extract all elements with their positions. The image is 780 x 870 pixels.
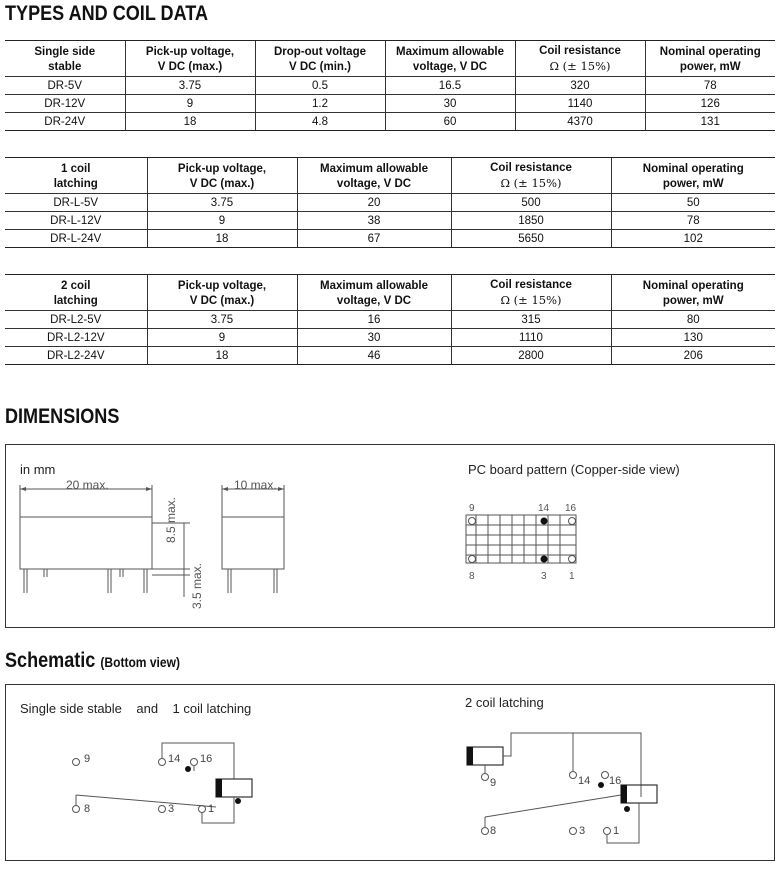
unit-label: in mm <box>20 462 56 477</box>
table-cell: 130 <box>611 329 775 347</box>
one-coil-latching-label: 1 coil latching <box>172 701 252 716</box>
relay-side-view-drawing <box>16 477 216 617</box>
header-line: Coil resistance <box>490 162 572 174</box>
header-line: V DC (min.) <box>289 60 351 73</box>
sch-right-pin-9: 9 <box>490 777 497 789</box>
header-col-5 <box>645 41 775 77</box>
header-line: Nominal operating <box>642 279 744 292</box>
table-row <box>5 230 775 248</box>
sch-left-pin-1: 1 <box>208 803 215 815</box>
table-row <box>5 95 775 113</box>
header-line: 2 coil <box>61 279 91 292</box>
header-col-2 <box>255 41 385 77</box>
header-line: V DC (max.) <box>157 60 223 73</box>
header-line: Nominal operating <box>659 45 761 58</box>
table-cell: DR-L2-24V <box>5 347 147 365</box>
dimensions-heading: DIMENSIONS <box>5 405 120 428</box>
table-row <box>5 77 775 95</box>
header-col-1 <box>147 275 297 311</box>
header-line: power, mW <box>662 294 724 307</box>
table-row <box>5 311 775 329</box>
header-col-0 <box>5 41 125 77</box>
header-line: Single side <box>34 45 96 58</box>
schematic-heading <box>5 649 180 673</box>
table-cell: 126 <box>645 95 775 113</box>
header-line: V DC (max.) <box>189 177 255 190</box>
width-dimension-label: 20 max. <box>66 478 109 492</box>
table-cell: DR-24V <box>5 113 125 131</box>
table-cell: 320 <box>515 77 645 95</box>
schematic-title: Schematic <box>5 649 96 672</box>
header-col-3 <box>451 158 611 194</box>
pcb-pattern-drawing <box>462 503 582 583</box>
schematic-subtitle: (Bottom view) <box>100 654 180 670</box>
header-line: Drop-out voltage <box>274 45 366 58</box>
table-cell: 5650 <box>451 230 611 248</box>
table-cell: 1.2 <box>255 95 385 113</box>
single-side-stable-table <box>5 40 775 131</box>
table-cell: 206 <box>611 347 775 365</box>
pcb-pin-16: 16 <box>565 503 577 514</box>
header-col-2 <box>297 158 451 194</box>
table-cell: 9 <box>125 95 255 113</box>
table-cell: 20 <box>297 194 451 212</box>
header-line: Maximum allowable <box>319 162 428 175</box>
table-cell: DR-L-5V <box>5 194 147 212</box>
two-coil-latching-table <box>5 274 775 365</box>
table-cell: 500 <box>451 194 611 212</box>
table-cell: 18 <box>125 113 255 131</box>
header-line: Maximum allowable <box>395 45 504 58</box>
table-cell: 38 <box>297 212 451 230</box>
header-line: latching <box>53 177 98 190</box>
table-cell: 102 <box>611 230 775 248</box>
header-line: Pick-up voltage, <box>145 45 235 58</box>
table-cell: 16.5 <box>385 77 515 95</box>
table-row <box>5 113 775 131</box>
table-cell: DR-L2-12V <box>5 329 147 347</box>
pcb-pattern-title: PC board pattern (Copper-side view) <box>468 462 680 477</box>
header-line: Ω (± 15%) <box>500 293 562 307</box>
two-coil-latching-label: 2 coil latching <box>465 695 544 710</box>
table-cell: DR-L-24V <box>5 230 147 248</box>
header-col-4 <box>611 275 775 311</box>
table-row <box>5 347 775 365</box>
table-cell: 67 <box>297 230 451 248</box>
relay-end-view-drawing <box>218 477 298 617</box>
schematic-panel <box>5 684 775 861</box>
table-cell: 4370 <box>515 113 645 131</box>
header-line: power, mW <box>662 177 724 190</box>
header-col-1 <box>147 158 297 194</box>
pcb-pin-9: 9 <box>469 503 475 514</box>
sch-left-pin-16: 16 <box>200 753 213 765</box>
table-cell: 46 <box>297 347 451 365</box>
header-col-1 <box>125 41 255 77</box>
table-cell: 0.5 <box>255 77 385 95</box>
table-cell: 3.75 <box>147 311 297 329</box>
table-cell: 18 <box>147 230 297 248</box>
table-cell: 1850 <box>451 212 611 230</box>
table-cell: 1140 <box>515 95 645 113</box>
pcb-pin-3: 3 <box>541 571 547 582</box>
table-cell: 30 <box>297 329 451 347</box>
single-side-stable-label: Single side stable <box>20 701 122 716</box>
depth-dimension-label: 10 max. <box>234 478 277 492</box>
table-cell: 9 <box>147 329 297 347</box>
header-line: Pick-up voltage, <box>177 162 267 175</box>
table-row <box>5 329 775 347</box>
table-cell: 30 <box>385 95 515 113</box>
table-cell: 131 <box>645 113 775 131</box>
sch-right-pin-8: 8 <box>490 825 497 837</box>
header-line: Coil resistance <box>490 279 572 291</box>
header-line: Coil resistance <box>539 45 621 57</box>
header-col-0 <box>5 158 147 194</box>
table-cell: DR-L2-5V <box>5 311 147 329</box>
table-cell: 3.75 <box>147 194 297 212</box>
and-label: and <box>136 701 159 716</box>
sch-right-pin-16: 16 <box>609 775 622 787</box>
sch-right-pin-3: 3 <box>579 825 586 837</box>
pin-length-label: 3.5 max. <box>190 562 204 609</box>
header-line: Ω (± 15%) <box>549 59 611 73</box>
header-line: 1 coil <box>61 162 91 175</box>
sch-left-pin-9: 9 <box>84 753 91 765</box>
header-line: V DC (max.) <box>189 294 255 307</box>
header-line: Pick-up voltage, <box>177 279 267 292</box>
sch-right-pin-1: 1 <box>613 825 620 837</box>
header-col-0 <box>5 275 147 311</box>
table-cell: DR-L-12V <box>5 212 147 230</box>
pcb-pin-1: 1 <box>569 571 575 582</box>
table-cell: 3.75 <box>125 77 255 95</box>
table-cell: 80 <box>611 311 775 329</box>
table-cell: 2800 <box>451 347 611 365</box>
pcb-pin-14: 14 <box>538 503 550 514</box>
header-col-3 <box>385 41 515 77</box>
table-cell: DR-5V <box>5 77 125 95</box>
table-cell: 78 <box>611 212 775 230</box>
table-cell: 50 <box>611 194 775 212</box>
schematic-left-title <box>20 701 251 716</box>
dimensions-panel <box>5 444 775 628</box>
header-line: latching <box>53 294 98 307</box>
sch-right-pin-14: 14 <box>578 775 591 787</box>
header-line: Maximum allowable <box>319 279 428 292</box>
table-cell: 18 <box>147 347 297 365</box>
table-row <box>5 194 775 212</box>
single-coil-schematic-drawing <box>66 737 266 827</box>
table-cell: 1110 <box>451 329 611 347</box>
header-line: voltage, V DC <box>336 294 412 307</box>
table-cell: 315 <box>451 311 611 329</box>
sch-left-pin-14: 14 <box>168 753 181 765</box>
header-line: Ω (± 15%) <box>500 176 562 190</box>
table-cell: 4.8 <box>255 113 385 131</box>
header-line: power, mW <box>679 60 741 73</box>
header-line: Nominal operating <box>642 162 744 175</box>
height-dimension-label: 8.5 max. <box>164 496 178 543</box>
sch-left-pin-8: 8 <box>84 803 91 815</box>
header-col-4 <box>515 41 645 77</box>
table-cell: 16 <box>297 311 451 329</box>
header-col-3 <box>451 275 611 311</box>
header-line: voltage, V DC <box>412 60 488 73</box>
table-cell: 78 <box>645 77 775 95</box>
one-coil-latching-table <box>5 157 775 248</box>
table-row <box>5 212 775 230</box>
header-col-4 <box>611 158 775 194</box>
header-line: voltage, V DC <box>336 177 412 190</box>
header-col-2 <box>297 275 451 311</box>
pcb-pin-8: 8 <box>469 571 475 582</box>
table-cell: 9 <box>147 212 297 230</box>
header-line: stable <box>48 60 82 73</box>
table-cell: DR-12V <box>5 95 125 113</box>
types-coil-data-heading: TYPES AND COIL DATA <box>5 2 209 25</box>
table-cell: 60 <box>385 113 515 131</box>
sch-left-pin-3: 3 <box>168 803 175 815</box>
